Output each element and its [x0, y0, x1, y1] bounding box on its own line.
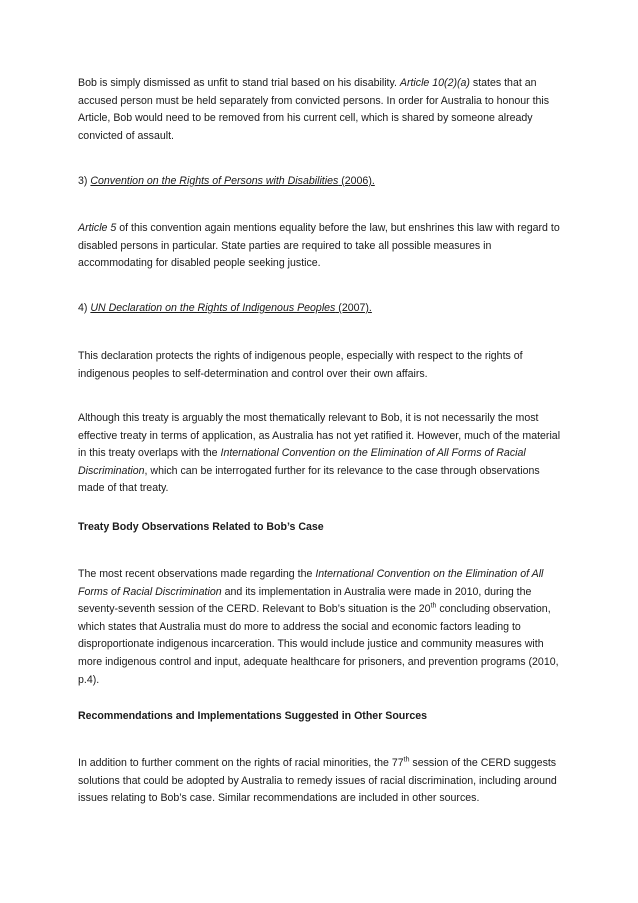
heading-treaty-observations: Treaty Body Observations Related to Bob’s Case [78, 521, 324, 533]
paragraph-treaty-relevance [78, 410, 566, 498]
paragraph-article-10 [78, 75, 566, 145]
treaty-name: International Convention on the Elimination of All Forms of Racial Discrimination [78, 447, 526, 477]
paragraph-observations [78, 566, 566, 689]
paragraph-text: Although this treaty is arguably the most thematically relevant to Bob, it is not necessarily the most effective treaty in terms of application, as Australia has not yet ratified it. However, much of the material in this treaty overlaps with the [78, 412, 561, 460]
section-year: (2007). [335, 302, 372, 314]
section-heading-3 [78, 173, 566, 191]
paragraph-text: and its implementation in Australia were made in 2010, during the seventy-seventh session of the CERD. Relevant to Bob’s situation is the 20 [78, 585, 532, 616]
paragraph-declaration: This declaration protects the rights of indigenous people, especially with respect to the rights of indigenous peoples to self-determination and control over their own affairs. [78, 350, 523, 380]
paragraph-recommendations [78, 755, 566, 808]
paragraph-text: The most recent observations made regarding the [78, 568, 316, 580]
article-reference: Article 5 [78, 222, 117, 234]
paragraph-article-5 [78, 220, 566, 273]
heading-recommendations: Recommendations and Implementations Suggested in Other Sources [78, 710, 428, 722]
section-title-wrap [90, 302, 372, 314]
paragraph-text: Bob is simply dismissed as unfit to stand trial based on his disability. [78, 77, 400, 89]
paragraph-text: states that an accused person must be held separately from convicted persons. In order for Australia to honour this Article, Bob would need to be removed from his current cell, which is shared by someone already convicted of assault. [78, 77, 550, 142]
paragraph-text: session of the CERD suggests solutions that could be adopted by Australia to remedy issues of racial discrimination, including around issues relating to Bob’s case. Similar recommendations are included in other sources. [78, 757, 557, 805]
section-number: 4) [78, 302, 91, 314]
section-number: 3) [78, 175, 91, 187]
section-title-wrap [90, 175, 374, 187]
section-heading-4 [78, 300, 566, 318]
ordinal-suffix: th [403, 756, 410, 764]
paragraph-text: of this convention again mentions equality before the law, but enshrines this law with regard to disabled persons in particular. State parties are required to take all possible measures in accommodating for disabled people seeking justice. [78, 222, 560, 270]
treaty-name: International Convention on the Elimination of All Forms of Racial Discrimination [78, 568, 544, 598]
paragraph-text: In addition to further comment on the rights of racial minorities, the 77 [78, 757, 404, 769]
paragraph-text: , which can be interrogated further for its relevance to the case through observations made of that treaty. [78, 464, 540, 495]
section-year: (2006). [338, 175, 375, 187]
section-title: UN Declaration on the Rights of Indigenous Peoples [90, 302, 336, 314]
ordinal-suffix: th [430, 602, 437, 610]
article-reference: Article 10(2)(a) [399, 77, 470, 89]
paragraph-text: concluding observation, which states that Australia must do more to address the social and economic factors leading to disproportionate indigenous incarceration. This would include justice and community measures with more indigenous control and input, adequate healthcare for prisoners, and prevention programs (2010, p.4). [78, 603, 559, 686]
section-title: Convention on the Rights of Persons with Disabilities [90, 175, 339, 187]
